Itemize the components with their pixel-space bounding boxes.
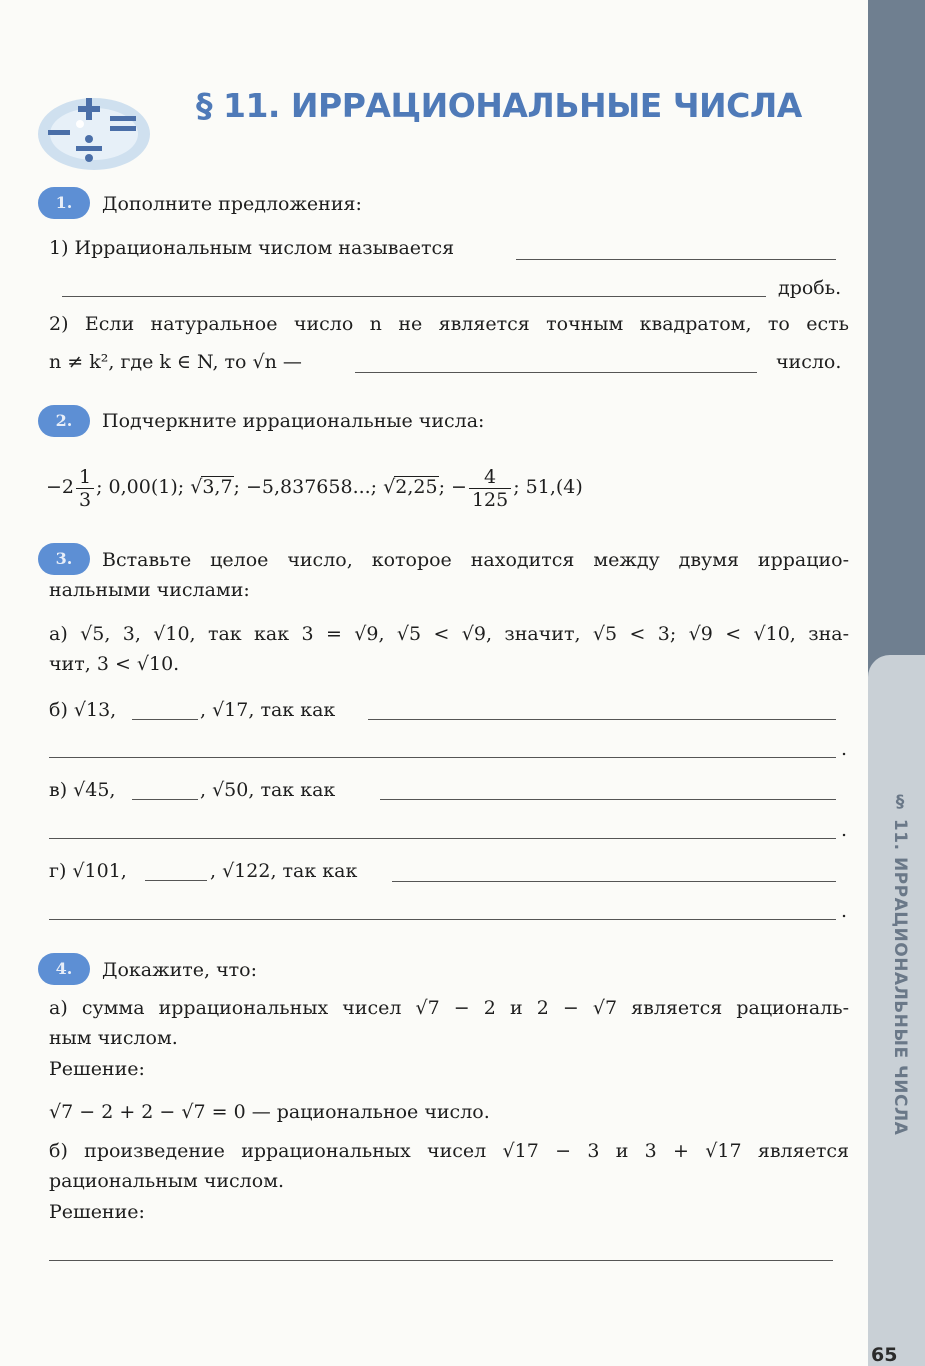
answer-line[interactable] bbox=[49, 757, 836, 758]
answer-line[interactable] bbox=[49, 838, 836, 839]
sqrt-2-25[interactable]: 2,25 bbox=[395, 476, 438, 498]
fraction-one-third[interactable]: $\frac{1}{3}$ bbox=[76, 466, 94, 511]
answer-line[interactable] bbox=[392, 881, 836, 882]
mixed-number-whole[interactable]: −2 bbox=[46, 476, 75, 498]
task-1-item-2-line-2: n ≠ k², где k ∈ N, то √n — bbox=[49, 351, 302, 373]
task-3-v-dot: . bbox=[841, 819, 848, 841]
task-3-v-label: в) √45, bbox=[49, 779, 116, 801]
answer-line[interactable] bbox=[355, 372, 757, 373]
answer-blank[interactable] bbox=[132, 799, 198, 800]
number-list bbox=[46, 463, 583, 511]
task-3-b-mid: , √17, так как bbox=[200, 699, 336, 721]
task-1-heading: Дополните предложения: bbox=[102, 193, 362, 215]
task-4-b-line-1: б) произведение иррациональных чисел √17 − 3 и 3 + √17 является bbox=[49, 1140, 849, 1162]
task-3-heading-line-2: нальными числами: bbox=[49, 579, 250, 601]
task-4-a-solution: √7 − 2 + 2 − √7 = 0 — рациональное число. bbox=[49, 1101, 490, 1123]
task-badge-1: 1. bbox=[38, 187, 90, 219]
answer-line[interactable] bbox=[49, 1260, 833, 1261]
task-3-b-dot: . bbox=[841, 738, 848, 760]
task-4-a-line-1: а) сумма иррациональных чисел √7 − 2 и 2 − √7 является рациональ- bbox=[49, 997, 849, 1019]
answer-blank[interactable] bbox=[145, 880, 207, 881]
task-1-item-2-end: число. bbox=[776, 351, 842, 373]
sqrt-3-7[interactable]: 3,7 bbox=[202, 476, 233, 498]
task-1-item-1-end: дробь. bbox=[778, 277, 842, 299]
solution-label-2: Решение: bbox=[49, 1201, 145, 1223]
sidebar-section-label: § 11. ИРРАЦИОНАЛЬНЫЕ ЧИСЛА bbox=[890, 792, 910, 1136]
number-text[interactable]: ; 0,00(1); bbox=[96, 476, 191, 498]
answer-blank[interactable] bbox=[132, 719, 198, 720]
number-text[interactable]: ; 51,(4) bbox=[513, 476, 583, 498]
math-operations-logo bbox=[36, 86, 156, 176]
answer-line[interactable] bbox=[380, 799, 836, 800]
task-badge-2: 2. bbox=[38, 405, 90, 437]
task-1-item-2-line-1: 2) Если натуральное число n не является точным квадратом, то есть bbox=[49, 313, 849, 335]
number-text[interactable]: ; − bbox=[438, 476, 467, 498]
fraction-4-125[interactable]: $\frac{4}{125}$ bbox=[469, 466, 511, 511]
task-badge-3: 3. bbox=[38, 543, 90, 575]
task-4-heading: Докажите, что: bbox=[102, 959, 257, 981]
answer-line[interactable] bbox=[62, 296, 766, 297]
sqrt-sign: √ bbox=[190, 476, 203, 498]
number-text[interactable]: ; −5,837658...; bbox=[233, 476, 384, 498]
task-badge-4: 4. bbox=[38, 953, 90, 985]
task-3-g-label: г) √101, bbox=[49, 860, 127, 882]
sqrt-sign: √ bbox=[383, 476, 396, 498]
page-title: § 11. ИРРАЦИОНАЛЬНЫЕ ЧИСЛА bbox=[196, 86, 802, 125]
task-3-heading-line-1: Вставьте целое число, которое находится между двумя иррацио- bbox=[102, 549, 849, 571]
task-3-g-mid: , √122, так как bbox=[210, 860, 358, 882]
answer-line[interactable] bbox=[49, 919, 836, 920]
task-3-a-line-2: чит, 3 < √10. bbox=[49, 653, 180, 675]
page-number: 65 bbox=[871, 1344, 898, 1366]
task-4-b-line-2: рациональным числом. bbox=[49, 1170, 285, 1192]
task-4-a-line-2: ным числом. bbox=[49, 1027, 178, 1049]
task-1-item-1: 1) Иррациональным числом называется bbox=[49, 237, 455, 259]
task-2-heading: Подчеркните иррациональные числа: bbox=[102, 410, 485, 432]
task-3-g-dot: . bbox=[841, 900, 848, 922]
answer-line[interactable] bbox=[516, 259, 836, 260]
task-3-b-label: б) √13, bbox=[49, 699, 117, 721]
task-3-a-line-1: а) √5, 3, √10, так как 3 = √9, √5 < √9, значит, √5 < 3; √9 < √10, зна- bbox=[49, 623, 849, 645]
task-3-v-mid: , √50, так как bbox=[200, 779, 336, 801]
solution-label: Решение: bbox=[49, 1058, 145, 1080]
answer-line[interactable] bbox=[368, 719, 836, 720]
